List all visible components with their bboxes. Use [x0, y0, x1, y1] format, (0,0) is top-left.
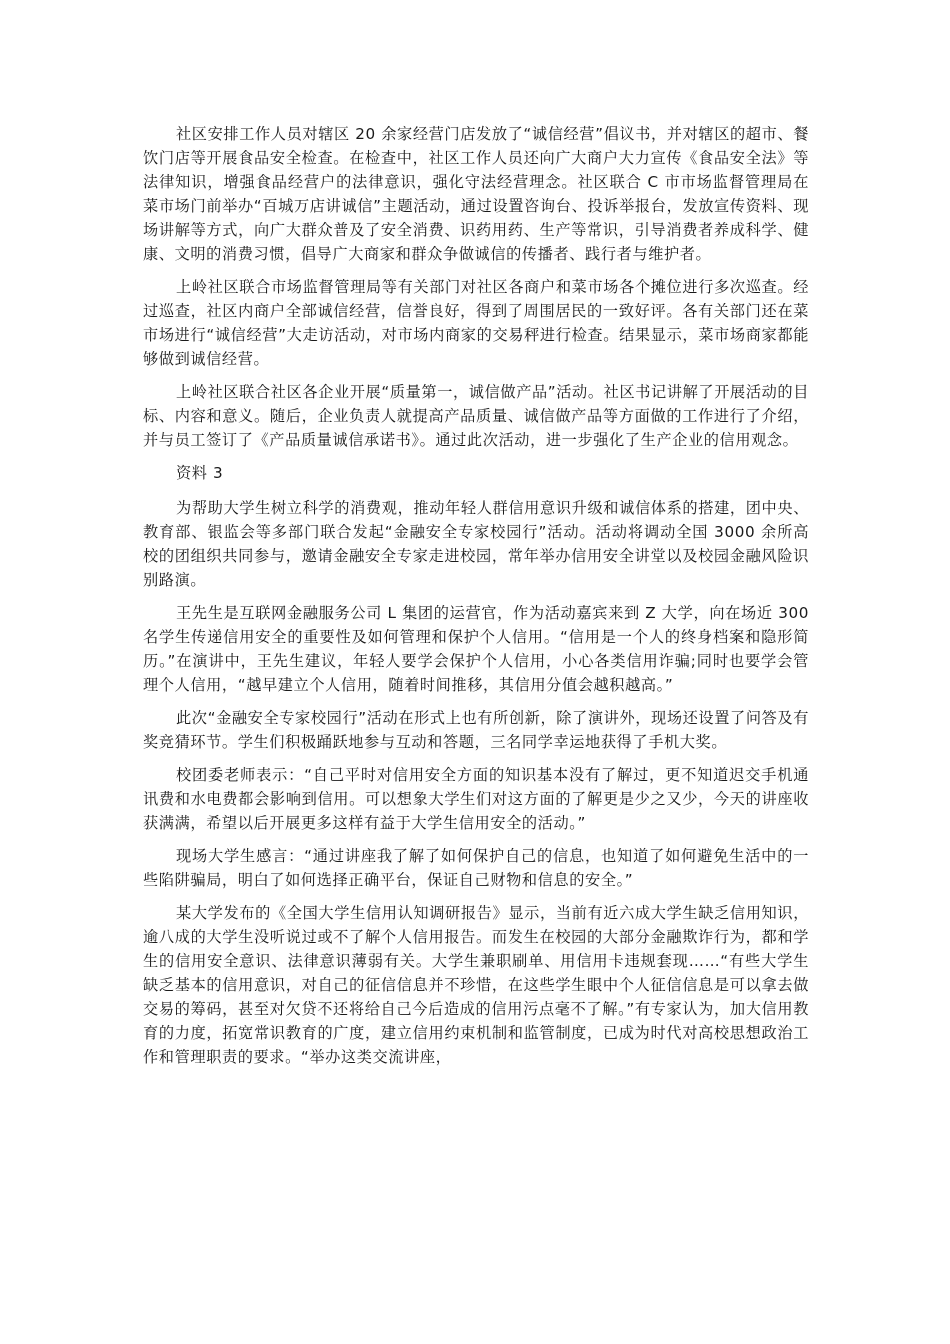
document-page [143, 122, 809, 1078]
paragraph-teacher-comment: 校团委老师表示：“自己平时对信用安全方面的知识基本没有了解过，更不知道迟交手机通讯费和水电费都会影响到信用。可以想象大学生们对这方面的了解更是少之又少，今天的讲座收获满满，希望以后开展更多这样有益于大学生信用安全的活动。” [143, 766, 809, 832]
section-label-material-3: 资料 3 [176, 464, 224, 482]
paragraph-community-integrity-campaign: 社区安排工作人员对辖区 20 余家经营门店发放了“诚信经营”倡议书，并对辖区的超市、餐饮门店等开展食品安全检查。在检查中，社区工作人员还向广大商户大力宣传《食品安全法》等法律知识，增强食品经营户的法律意识，强化守法经营理念。社区联合 C 市市场监督管理局在菜市场门前举办“百城万店讲诚信”主题活动，通过设置咨询台、投诉举报台，发放宣传资料、现场讲解等方式，向广大群众普及了安全消费、识药用药、生产等常识，引导消费者养成科学、健康、文明的消费习惯，倡导广大商家和群众争做诚信的传播者、践行者与维护者。 [143, 125, 809, 263]
paragraph-market-inspection: 上岭社区联合市场监督管理局等有关部门对社区各商户和菜市场各个摊位进行多次巡查。经过巡查，社区内商户全部诚信经营，信誉良好，得到了周围居民的一致好评。各有关部门还在菜市场进行“诚信经营”大走访活动，对市场内商家的交易秤进行检查。结果显示，菜市场商家都能够做到诚信经营。 [143, 278, 809, 368]
paragraph-student-comment: 现场大学生感言：“通过讲座我了解了如何保护自己的信息，也知道了如何避免生活中的一些陷阱骗局，明白了如何选择正确平台，保证自己财物和信息的安全。” [143, 847, 809, 889]
paragraph-mr-wang-speech: 王先生是互联网金融服务公司 L 集团的运营官，作为活动嘉宾来到 Z 大学，向在场近 300 名学生传递信用安全的重要性及如何管理和保护个人信用。“信用是一个人的终身档案和隐形简历。”在演讲中，王先生建议，年轻人要学会保护个人信用，小心各类信用诈骗;同时也要学会管理个人信用，“越早建立个人信用，随着时间推移，其信用分值会越积越高。” [143, 604, 809, 694]
paragraph-credit-survey-report: 某大学发布的《全国大学生信用认知调研报告》显示，当前有近六成大学生缺乏信用知识，逾八成的大学生没听说过或不了解个人信用报告。而发生在校园的大部分金融欺诈行为，都和学生的信用安全意识、法律意识薄弱有关。大学生兼职刷单、用信用卡违规套现……“有些大学生缺乏基本的信用意识，对自己的征信信息并不珍惜，在这些学生眼中个人征信信息是可以拿去做交易的筹码，甚至对欠贷不还将给自己今后造成的信用污点毫不了解。”有专家认为，加大信用教育的力度，拓宽常识教育的广度，建立信用约束机制和监管制度，已成为时代对高校思想政治工作和管理职责的要求。“举办这类交流讲座， [143, 904, 809, 1066]
paragraph-campus-finance-tour: 为帮助大学生树立科学的消费观，推动年轻人群信用意识升级和诚信体系的搭建，团中央、教育部、银监会等多部门联合发起“金融安全专家校园行”活动。活动将调动全国 3000 余所高校的团组织共同参与，邀请金融安全专家走进校园，常年举办信用安全讲堂以及校园金融风险识别路演。 [143, 499, 809, 589]
paragraph-activity-innovation: 此次“金融安全专家校园行”活动在形式上也有所创新，除了演讲外，现场还设置了问答及有奖竞猜环节。学生们积极踊跃地参与互动和答题，三名同学幸运地获得了手机大奖。 [143, 709, 809, 751]
paragraph-quality-first-activity: 上岭社区联合社区各企业开展“质量第一，诚信做产品”活动。社区书记讲解了开展活动的目标、内容和意义。随后，企业负责人就提高产品质量、诚信做产品等方面做的工作进行了介绍，并与员工签订了《产品质量诚信承诺书》。通过此次活动，进一步强化了生产企业的信用观念。 [143, 383, 809, 449]
